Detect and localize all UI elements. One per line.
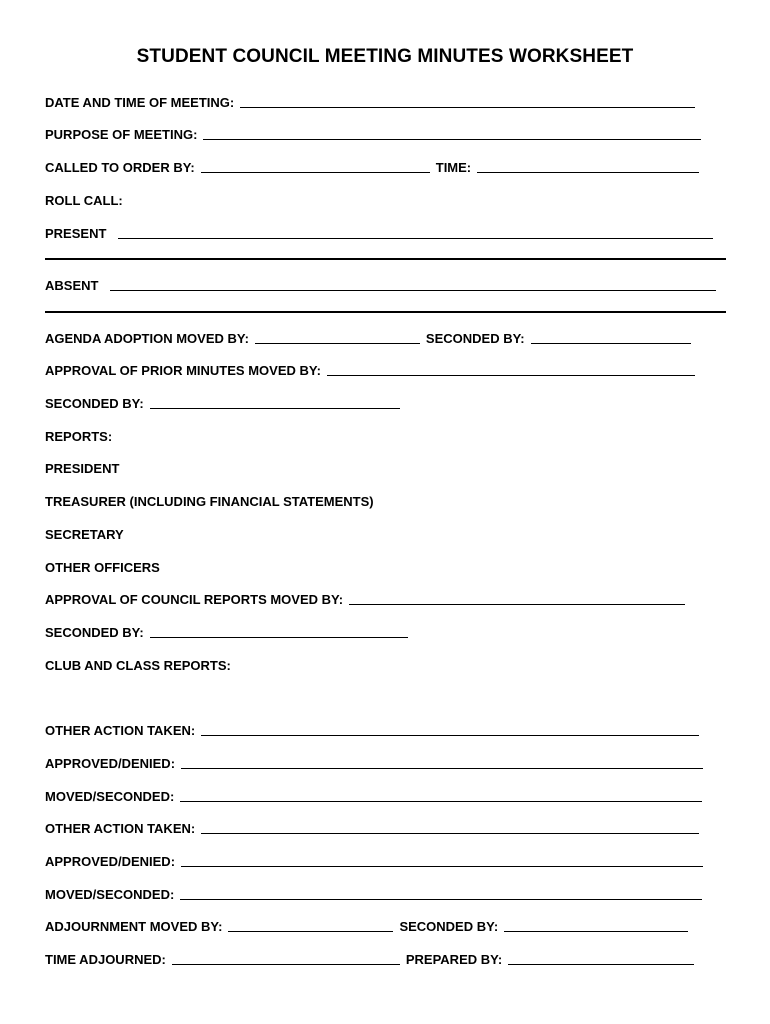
council-seconded-row — [45, 624, 408, 640]
reports-row — [45, 428, 112, 444]
agenda-moved-label: AGENDA ADOPTION MOVED BY: — [45, 331, 249, 346]
council-reports-row — [45, 591, 685, 607]
secretary-row — [45, 526, 124, 542]
approved-denied-row-2 — [45, 853, 703, 869]
time-adjourned-field[interactable] — [172, 963, 400, 965]
adjourn-moved-field[interactable] — [228, 930, 393, 932]
prior-minutes-field[interactable] — [327, 374, 695, 376]
other-officers-row — [45, 559, 160, 575]
other-action-row-2 — [45, 820, 699, 836]
council-seconded-label: SECONDED BY: — [45, 625, 144, 640]
agenda-seconded-label: SECONDED BY: — [425, 331, 525, 346]
adjourn-seconded-label: SECONDED BY: — [399, 919, 499, 934]
approved-denied-row-1 — [45, 755, 703, 771]
adjournment-row — [45, 918, 688, 934]
club-class-label: CLUB AND CLASS REPORTS: — [45, 658, 231, 673]
called-by-label: CALLED TO ORDER BY: — [45, 160, 195, 175]
other-action-field[interactable] — [201, 734, 699, 736]
adjourn-moved-label: ADJOURNMENT MOVED BY: — [45, 919, 223, 934]
president-label: PRESIDENT — [45, 461, 120, 476]
date-time-field[interactable] — [240, 106, 695, 108]
other-officers-label: OTHER OFFICERS — [45, 560, 160, 575]
absent-field[interactable] — [110, 289, 716, 291]
roll-call-label: ROLL CALL: — [45, 193, 123, 208]
time-field[interactable] — [477, 171, 699, 173]
present-field[interactable] — [118, 237, 713, 239]
treasurer-row — [45, 493, 374, 509]
council-reports-label: APPROVAL OF COUNCIL REPORTS MOVED BY: — [45, 592, 344, 607]
agenda-row — [45, 330, 691, 346]
moved-seconded-label: MOVED/SECONDED: — [45, 887, 175, 902]
divider-line — [45, 311, 726, 313]
present-label: PRESENT — [45, 226, 107, 241]
approved-denied-field[interactable] — [181, 865, 703, 867]
prior-seconded-label: SECONDED BY: — [45, 396, 144, 411]
absent-row — [45, 277, 716, 293]
present-row — [45, 225, 713, 241]
prepared-by-field[interactable] — [508, 963, 694, 965]
prior-minutes-row — [45, 362, 695, 378]
moved-seconded-row-2 — [45, 886, 702, 902]
time-label: TIME: — [435, 160, 472, 175]
form-title: STUDENT COUNCIL MEETING MINUTES WORKSHEET — [136, 46, 634, 67]
secretary-label: SECRETARY — [45, 527, 124, 542]
approved-denied-label: APPROVED/DENIED: — [45, 854, 176, 869]
other-action-label: OTHER ACTION TAKEN: — [45, 821, 196, 836]
purpose-field[interactable] — [203, 138, 701, 140]
absent-label: ABSENT — [45, 278, 99, 293]
time-adjourned-row — [45, 951, 694, 967]
other-action-field[interactable] — [201, 832, 699, 834]
called-by-field[interactable] — [201, 171, 430, 173]
purpose-row — [45, 126, 701, 142]
adjourn-seconded-field[interactable] — [504, 930, 688, 932]
treasurer-label: TREASURER (INCLUDING FINANCIAL STATEMENTS) — [45, 494, 374, 509]
council-seconded-field[interactable] — [150, 636, 408, 638]
agenda-seconded-field[interactable] — [531, 342, 691, 344]
moved-seconded-field[interactable] — [180, 898, 702, 900]
prepared-by-label: PREPARED BY: — [405, 952, 503, 967]
called-to-order-row — [45, 159, 699, 175]
council-reports-field[interactable] — [349, 603, 685, 605]
prior-seconded-row — [45, 395, 400, 411]
time-adjourned-label: TIME ADJOURNED: — [45, 952, 166, 967]
moved-seconded-row-1 — [45, 788, 702, 804]
divider-line — [45, 258, 726, 260]
date-time-label: DATE AND TIME OF MEETING: — [45, 95, 235, 110]
moved-seconded-field[interactable] — [180, 800, 702, 802]
approved-denied-field[interactable] — [181, 767, 703, 769]
date-time-row — [45, 94, 695, 110]
president-row — [45, 460, 119, 476]
prior-minutes-label: APPROVAL OF PRIOR MINUTES MOVED BY: — [45, 363, 321, 378]
roll-call-row — [45, 192, 123, 208]
other-action-label: OTHER ACTION TAKEN: — [45, 723, 196, 738]
agenda-moved-field[interactable] — [255, 342, 420, 344]
prior-seconded-field[interactable] — [150, 407, 400, 409]
reports-label: REPORTS: — [45, 429, 113, 444]
other-action-row-1 — [45, 722, 699, 738]
club-class-row — [45, 657, 231, 673]
moved-seconded-label: MOVED/SECONDED: — [45, 789, 175, 804]
purpose-label: PURPOSE OF MEETING: — [45, 127, 198, 142]
approved-denied-label: APPROVED/DENIED: — [45, 756, 176, 771]
